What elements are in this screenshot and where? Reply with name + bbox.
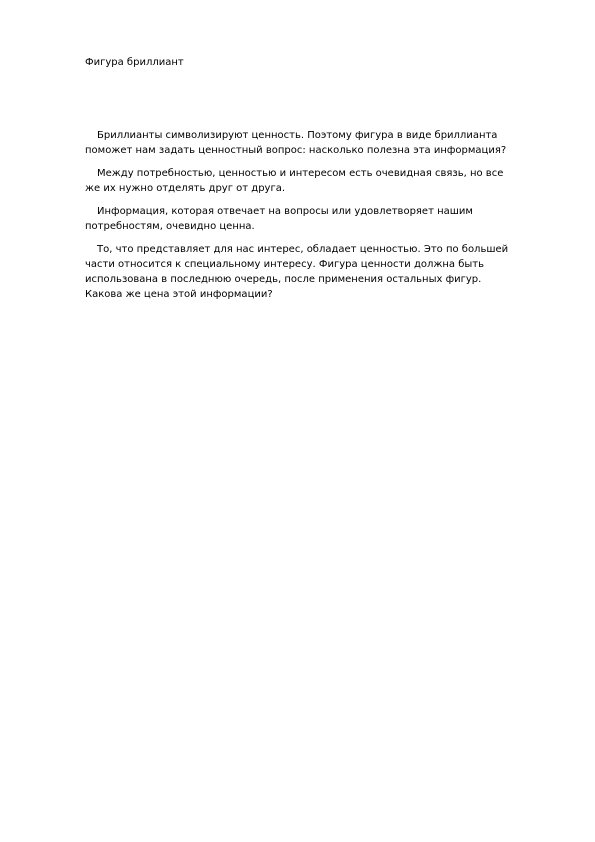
paragraph-4 (85, 242, 555, 302)
paragraph-line: потребностям, очевидно ценна. (85, 221, 255, 232)
paragraph-line: части относится к специальному интересу. Фигура ценности должна быть (85, 259, 485, 270)
paragraph-line: То, что представляет для нас интерес, обладает ценностью. Это по большей (97, 244, 509, 255)
paragraph-line: Какова же цена этой информации? (85, 289, 273, 300)
paragraph-3 (85, 204, 555, 234)
paragraph-line: Бриллианты символизируют ценность. Поэтому фигура в виде бриллианта (97, 130, 498, 141)
paragraph-1 (85, 128, 555, 158)
paragraph-line: Информация, которая отвечает на вопросы или удовлетворяет нашим (97, 206, 473, 217)
document-body (85, 128, 555, 310)
paragraph-line: использована в последнюю очередь, после применения остальных фигур. (85, 274, 482, 285)
paragraph-2 (85, 166, 555, 196)
document-title: Фигура бриллиант (85, 57, 184, 68)
paragraph-line: поможет нам задать ценностный вопрос: насколько полезна эта информация? (85, 145, 507, 156)
paragraph-line: Между потребностью, ценностью и интересом есть очевидная связь, но все (97, 168, 504, 179)
paragraph-line: же их нужно отделять друг от друга. (85, 183, 286, 194)
